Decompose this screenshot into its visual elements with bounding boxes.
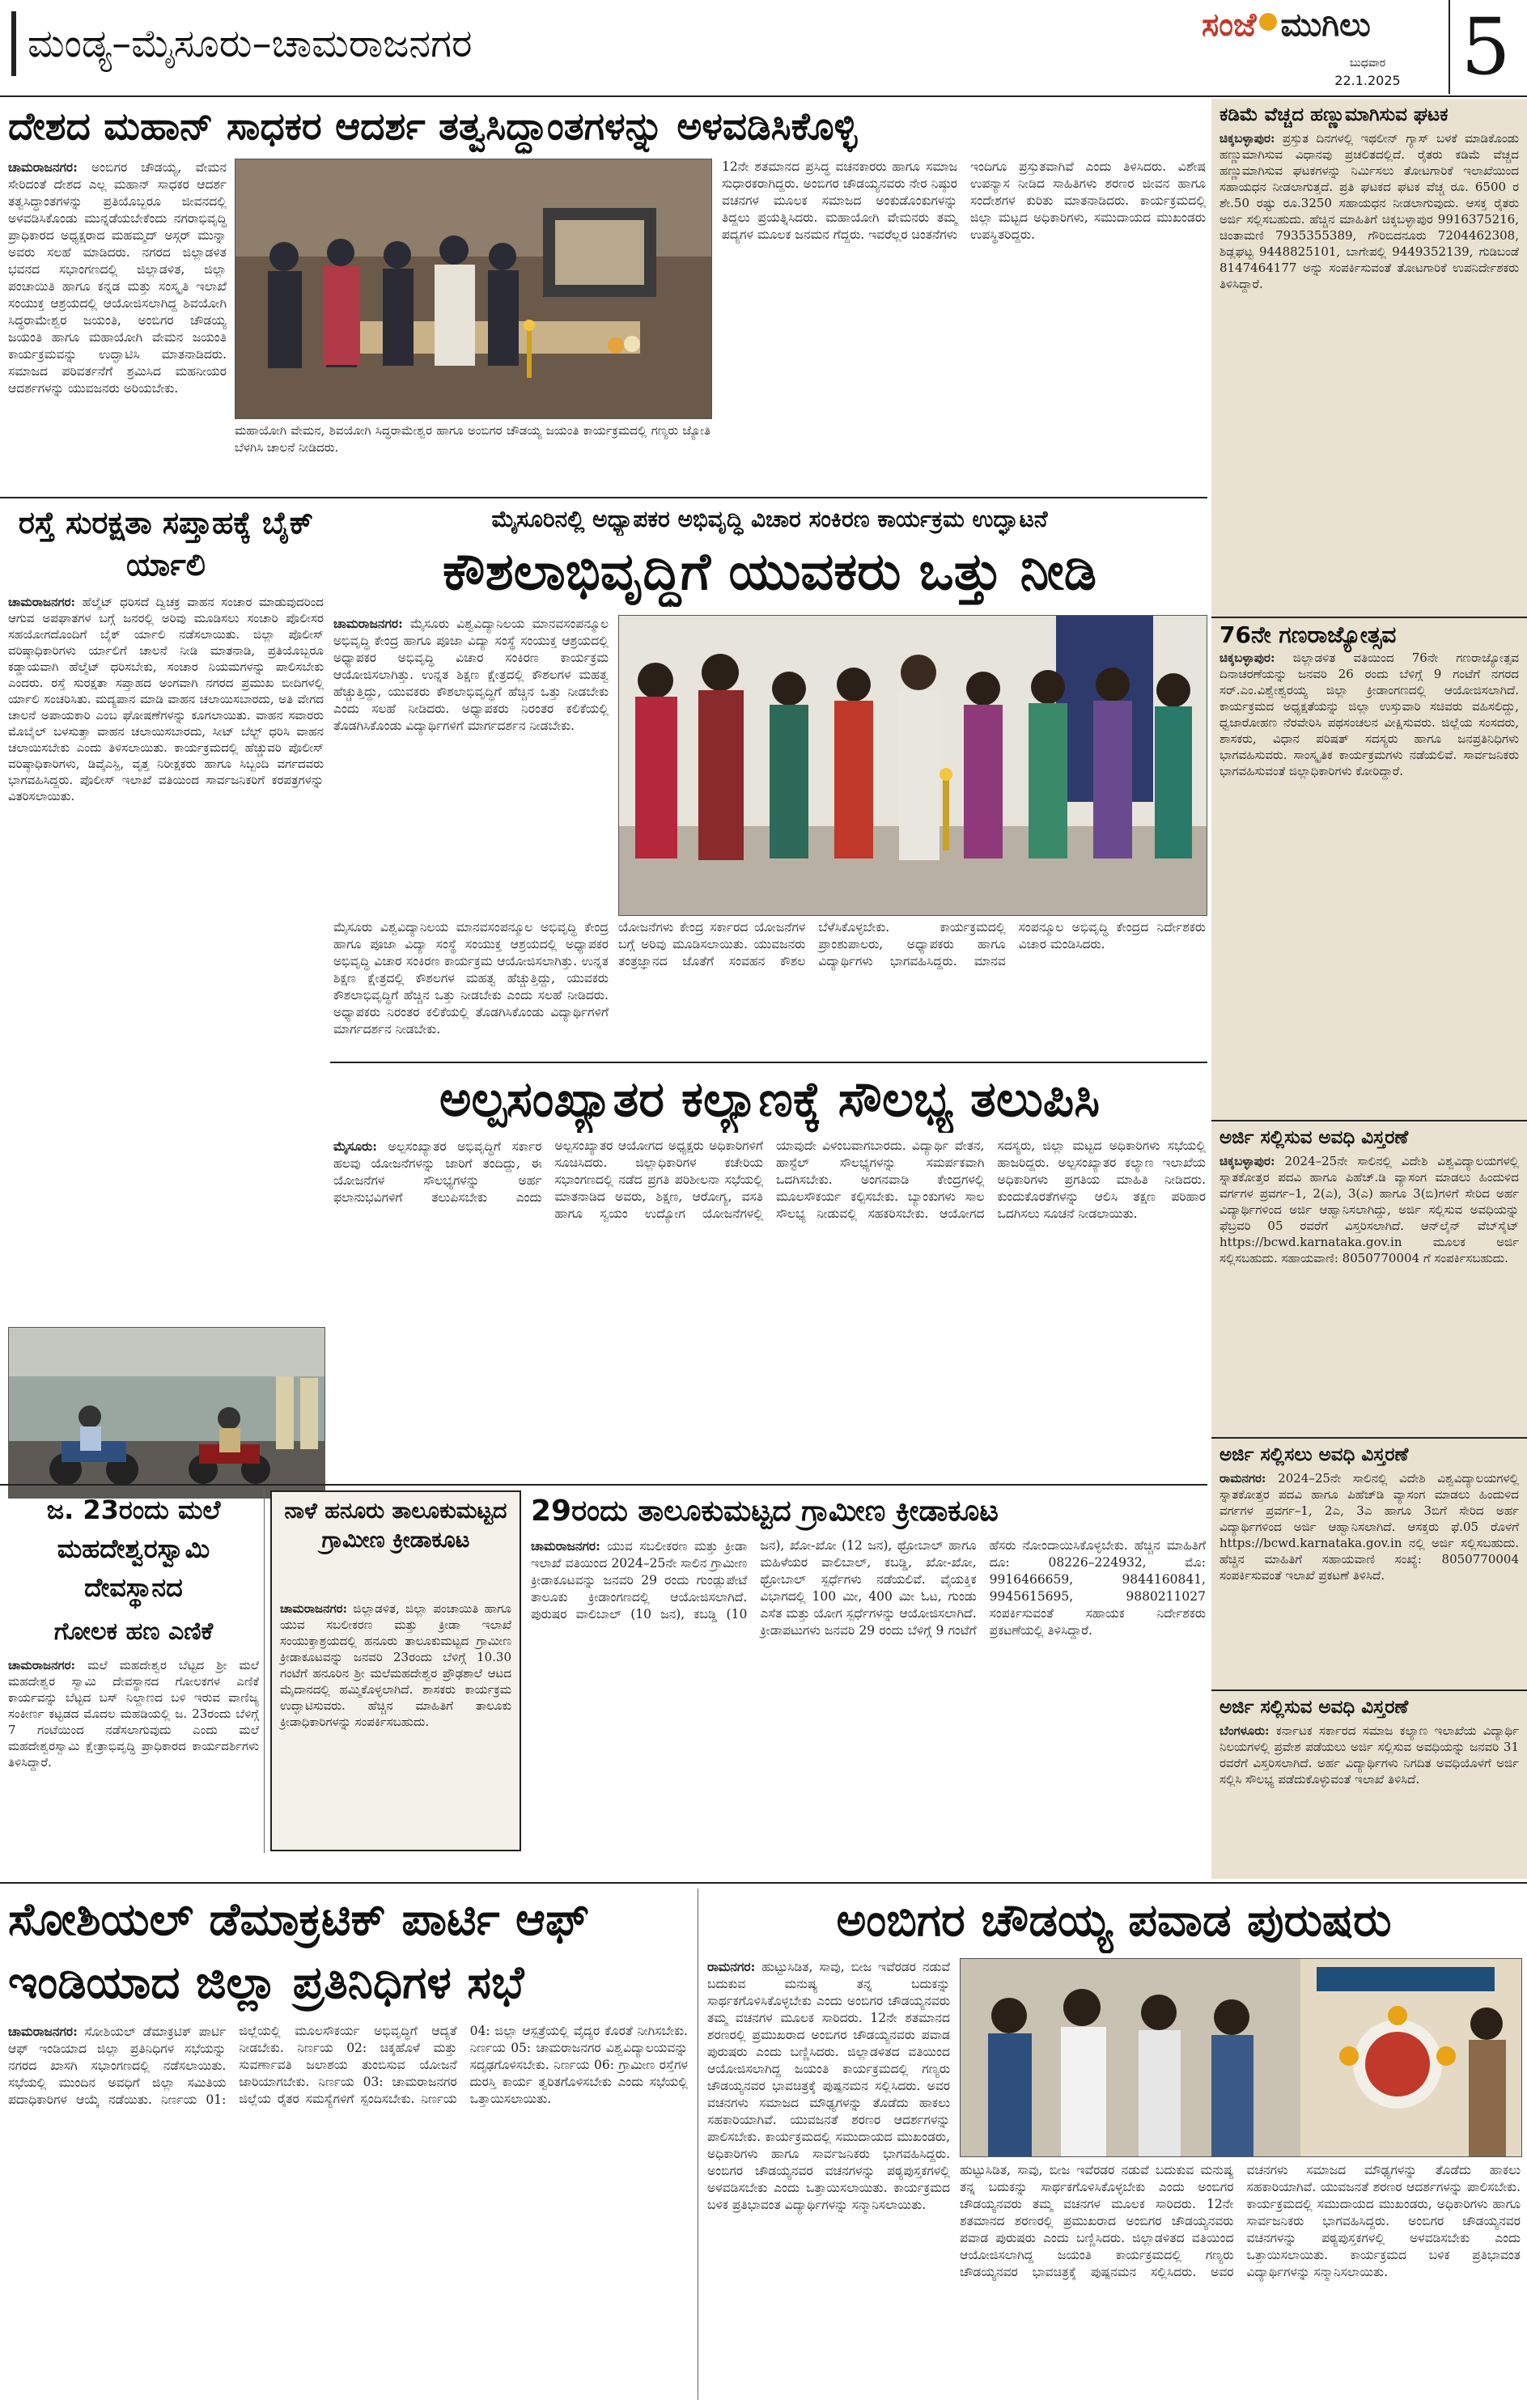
sidebar [1211,99,1527,1879]
dateline: ಚಾಮರಾಜನಗರ: [8,1658,76,1672]
dateline: ಚಾಮರಾಜನಗರ: [280,1601,348,1616]
story5-headline: ಜ. 23ರಂದು ಮಲೆ ಮಹದೇಶ್ವರಸ್ವಾಮಿ ದೇವಸ್ಥಾನದ [46,1494,221,1603]
logo [1202,6,1436,55]
story9-photo [960,1958,1522,2157]
page-number: 5 [1449,0,1521,94]
story1-caption: ಮಹಾಯೋಗಿ ವೇಮನ, ಶಿವಯೋಗಿ ಸಿದ್ಧರಾಮೇಶ್ವರ ಹಾಗೂ ಅಂಬಿಗರ ಚೌಡಯ್ಯ ಜಯಂತಿ ಕಾರ್ಯಕ್ರಮದಲ್ಲಿ ಗಣ್ಯರು ಜ್ಯೋತಿ ಬೆಳಗಿಸಿ ಚಾಲನೆ ನೀಡಿದರು. [235,423,710,455]
story1-left-text: ಚಾಮರಾಜನಗರ: ಅಂಬಿಗರ ಚೌಡಯ್ಯ, ವೇಮನ ಸೇರಿದಂತೆ ದೇಶದ ಎಲ್ಲ ಮಹಾನ್ ಸಾಧಕರ ಆದರ್ಶ ತತ್ವಸಿದ್ಧಾಂತಗಳನ್ನು ಪ್ರತಿಯೊಬ್ಬರೂ ಜೀವನದಲ್ಲಿ ಅಳವಡಿಸಿಕೊಂಡು ಮುನ್ನಡೆಯಬೇಕೆಂದು ನಗರಾಭಿವೃದ್ಧಿ ಪ್ರಾಧಿಕಾರದ ಅಧ್ಯಕ್ಷರಾದ ಮಹಮ್ಮದ್ ಅಸ್ಗರ್ ಮುನ್ನಾ ಅವರು ಸಲಹೆ ಮಾಡಿದರು. ನಗರದ ಜಿಲ್ಲಾಡಳಿತ ಭವನದ ಸಭಾಂಗಣದಲ್ಲಿ ಜಿಲ್ಲಾಡಳಿತ, ಜಿಲ್ಲಾ ಪಂಚಾಯಿತಿ ಹಾಗೂ ಕನ್ನಡ ಮತ್ತು ಸಂಸ್ಕೃತಿ ಇಲಾಖೆ ಸಂಯುಕ್ತ ಆಶ್ರಯದಲ್ಲಿ ಆಯೋಜಿಸಲಾಗಿದ್ದ ಶಿವಯೋಗಿ ಸಿದ್ಧರಾಮೇಶ್ವರ ಜಯಂತಿ, ಅಂಬಿಗರ ಚೌಡಯ್ಯ ಜಯಂತಿ ಹಾಗೂ ಮಹಾಯೋಗಿ ವೇಮನ ಜಯಂತಿ ಕಾರ್ಯಕ್ರಮವನ್ನು ಉದ್ಘಾಟಿಸಿ ಮಾತನಾಡಿದರು. ಸಮಾಜದ ಪರಿವರ್ತನೆಗೆ ಶ್ರಮಿಸಿದ ಮಹನೀಯರ ಆದರ್ಶಗಳನ್ನು ಯುವಜನರು ಅರಿಯಬೇಕು. [8,159,227,396]
sidebar-item-text: 2024–25ನೇ ಸಾಲಿನಲ್ಲಿ ವಿದೇಶಿ ವಿಶ್ವವಿದ್ಯಾಲಯಗಳಲ್ಲಿ ಸ್ನಾತಕೋತ್ತರ ಪದವಿ ಹಾಗೂ ಪಿಹೆಚ್‌ಡಿ ವ್ಯಾಸಂಗ ಮಾಡಲು ಹಿಂದುಳಿದ ವರ್ಗಗಳ ಪ್ರವರ್ಗ–1, 2ಎ, 3ಎ ಹಾಗೂ 3ಬಿಗೆ ಸೇರಿದ ಅರ್ಹ ವಿದ್ಯಾರ್ಥಿಗಳಿಂದ ಅರ್ಜಿ ಆಹ್ವಾನಿಸಲಾಗಿದೆ. ಆಸಕ್ತರು ಫೆ.05 ರೊಳಗೆ https://bcwd.karnataka.gov.in ನಲ್ಲಿ ಅರ್ಜಿ ಸಲ್ಲಿಸಬಹುದು. ಹೆಚ್ಚಿನ ಮಾಹಿತಿಗೆ ಸಹಾಯವಾಣಿ ಸಂಖ್ಯೆ: 8050770004 ಸಂಪರ್ಕಿಸುವಂತೆ ಇಲಾಖೆ ಪ್ರಕಟಣೆ ತಿಳಿಸಿದೆ. [1219,1471,1519,1583]
rule [0,497,1207,498]
ceremony-photo-image [961,1959,1521,2156]
column-rule [264,1489,265,1853]
dateline: ಬೆಂಗಳೂರು: [1219,1723,1270,1738]
story2-text: ಚಾಮರಾಜನಗರ: ಹೆಲ್ಮೆಟ್ ಧರಿಸದೆ ದ್ವಿಚಕ್ರ ವಾಹನ ಸಂಚಾರ ಮಾಡುವುದರಿಂದ ಆಗುವ ಅಪಘಾತಗಳ ಬಗ್ಗೆ ಜನರಲ್ಲಿ ಅರಿವು ಮೂಡಿಸಲು ಸಂಚಾರಿ ಪೊಲೀಸರ ಸಹಯೋಗದೊಂದಿಗೆ ಬೈಕ್ ರ್ಯಾಲಿ ನಡೆಸಲಾಯಿತು. ಜಿಲ್ಲಾ ಪೊಲೀಸ್ ವರಿಷ್ಠಾಧಿಕಾರಿಗಳು ರ್ಯಾಲಿಗೆ ಚಾಲನೆ ನೀಡಿ ಮಾತನಾಡಿ, ಪ್ರತಿಯೊಬ್ಬರೂ ಕಡ್ಡಾಯವಾಗಿ ಹೆಲ್ಮೆಟ್ ಧರಿಸಬೇಕು, ಸಂಚಾರ ನಿಯಮಗಳನ್ನು ಪಾಲಿಸಬೇಕು ಎಂದರು. ರಸ್ತೆ ಸುರಕ್ಷತಾ ಸಪ್ತಾಹದ ಅಂಗವಾಗಿ ನಗರದ ಪ್ರಮುಖ ಬೀದಿಗಳಲ್ಲಿ ರ್ಯಾಲಿ ಸಂಚರಿಸಿತು. ಮದ್ಯಪಾನ ಮಾಡಿ ವಾಹನ ಚಲಾಯಿಸಬಾರದು, ಅತಿ ವೇಗದ ಚಾಲನೆ ಅಪಾಯಕಾರಿ ಎಂಬ ಘೋಷಣೆಗಳನ್ನು ಕೂಗಲಾಯಿತು. ವಾಹನ ಸವಾರರು ಮೊಬೈಲ್ ಬಳಸುತ್ತಾ ವಾಹನ ಚಲಾಯಿಸಬಾರದು, ಸೀಟ್ ಬೆಲ್ಟ್ ಧರಿಸಿ ವಾಹನ ಚಲಾಯಿಸಬೇಕು ಎಂದು ತಿಳಿಸಲಾಯಿತು. ಕಾರ್ಯಕ್ರಮದಲ್ಲಿ ಹೆಚ್ಚುವರಿ ಪೊಲೀಸ್ ವರಿಷ್ಠಾಧಿಕಾರಿಗಳು, ಡಿವೈಎಸ್ಪಿ, ವೃತ್ತ ನಿರೀಕ್ಷಕರು ಹಾಗೂ ಸಿಬ್ಬಂದಿ ವರ್ಗದವರು ಭಾಗವಹಿಸಿದ್ದರು. ಪೊಲೀಸ್ ಇಲಾಖೆ ವತಿಯಿಂದ ಸಾರ್ವಜನಿಕರಿಗೆ ಕರಪತ್ರಗಳನ್ನು ವಿತರಿಸಲಾಯಿತು. [8,595,324,803]
story9-text-right: ಹುಟ್ಟುಸಿಡಿತ, ಸಾವು, ಬೀಜ ಇವೆರಡರ ನಡುವೆ ಬದುಕುವ ಮನುಷ್ಯ ತನ್ನ ಬದುಕನ್ನು ಸಾರ್ಥಕಗೊಳಿಸಿಕೊಳ್ಳಬೇಕು ಎಂದು ಅಂಬಿಗರ ಚೌಡಯ್ಯನವರು ತಮ್ಮ ವಚನಗಳ ಮೂಲಕ ಸಾರಿದರು. 12ನೇ ಶತಮಾನದ ಶರಣರಲ್ಲಿ ಪ್ರಮುಖರಾದ ಅಂಬಿಗರ ಚೌಡಯ್ಯನವರು ಪವಾಡ ಪುರುಷರು ಎಂದು ಬಣ್ಣಿಸಿದರು. ಜಿಲ್ಲಾಡಳಿತದ ವತಿಯಿಂದ ಆಯೋಜಿಸಲಾಗಿದ್ದ ಜಯಂತಿ ಕಾರ್ಯಕ್ರಮದಲ್ಲಿ ಗಣ್ಯರು ಚೌಡಯ್ಯನವರ ಭಾವಚಿತ್ರಕ್ಕೆ ಪುಷ್ಪನಮನ ಸಲ್ಲಿಸಿದರು. ಅವರ ವಚನಗಳು ಸಮಾಜದ ಮೌಢ್ಯಗಳನ್ನು ತೊಡೆದು ಹಾಕಲು ಸಹಕಾರಿಯಾಗಿವೆ. ಯುವಜನತೆ ಶರಣರ ಆದರ್ಶಗಳನ್ನು ಪಾಲಿಸಬೇಕು. ಕಾರ್ಯಕ್ರಮದಲ್ಲಿ ಸಮುದಾಯದ ಮುಖಂಡರು, ಅಧಿಕಾರಿಗಳು ಹಾಗೂ ಸಾರ್ವಜನಿಕರು ಭಾಗವಹಿಸಿದ್ದರು. ಅಂಬಿಗರ ಚೌಡಯ್ಯನವರ ವಚನಗಳನ್ನು ಪಠ್ಯಪುಸ್ತಕಗಳಲ್ಲಿ ಅಳವಡಿಸಬೇಕು ಎಂದು ಒತ್ತಾಯಿಸಲಾಯಿತು. ಕಾರ್ಯಕ್ರಮದ ಬಳಿಕ ಪ್ರತಿಭಾವಂತ ವಿದ್ಯಾರ್ಥಿಗಳನ್ನು ಸನ್ಮಾನಿಸಲಾಯಿತು. [960,2163,1521,2279]
dateline: ಚಾಮರಾಜನಗರ: [531,1538,600,1554]
story3-text: ಚಾಮರಾಜನಗರ: ಮೈಸೂರು ವಿಶ್ವವಿದ್ಯಾನಿಲಯ ಮಾನವಸಂಪನ್ಮೂಲ ಅಭಿವೃದ್ಧಿ ಕೇಂದ್ರ ಹಾಗೂ ಪೂಜಾ ವಿದ್ಯಾ ಸಂಸ್ಥೆ ಸಂಯುಕ್ತ ಆಶ್ರಯದಲ್ಲಿ ಅಧ್ಯಾಪಕರ ಅಭಿವೃದ್ಧಿ ವಿಚಾರ ಸಂಕಿರಣ ಕಾರ್ಯಕ್ರಮ ಆಯೋಜಿಸಲಾಗಿತ್ತು. ಉನ್ನತ ಶಿಕ್ಷಣ ಕ್ಷೇತ್ರದಲ್ಲಿ ಕೌಶಲಗಳ ಮಹತ್ವ ಹೆಚ್ಚುತ್ತಿದ್ದು, ಯುವಕರು ಕೌಶಲಾಭಿವೃದ್ಧಿಗೆ ಹೆಚ್ಚಿನ ಒತ್ತು ನೀಡಬೇಕು ಎಂದು ಸಲಹೆ ನೀಡಿದರು. ಅಧ್ಯಾಪಕರು ನಿರಂತರ ಕಲಿಕೆಯಲ್ಲಿ ತೊಡಗಿಸಿಕೊಂಡು ವಿದ್ಯಾರ್ಥಿಗಳಿಗೆ ಮಾರ್ಗದರ್ಶನ ನೀಡಬೇಕು. [333,616,609,733]
dateline: ಚಾಮರಾಜನಗರ: [8,159,78,175]
masthead [0,0,1527,95]
story6-headline: ನಾಳೆ ಹನೂರು ತಾಲೂಕುಮಟ್ಟದ ಗ್ರಾಮೀಣ ಕ್ರೀಡಾಕೂಟ [284,1499,507,1553]
sidebar-item-title: ಅರ್ಜಿ ಸಲ್ಲಿಸಲು ಅವಧಿ ವಿಸ್ತರಣೆ [1219,1444,1409,1465]
dateline: ಚಿಕ್ಕಬಳ್ಳಾಪುರ: [1219,131,1275,146]
rule [0,1484,1207,1486]
dateline: ಚಿಕ್ಕಬಳ್ಳಾಪುರ: [1219,651,1275,665]
sidebar-item [1211,99,1527,618]
story2-photo [8,1327,325,1499]
issue-date: 22.1.2025 [1334,73,1401,88]
sidebar-item-title: ಅರ್ಜಿ ಸಲ್ಲಿಸುವ ಅವಧಿ ವಿಸ್ತರಣೆ [1219,1127,1409,1148]
issue-day: ಬುಧವಾರ [1349,57,1386,70]
story3-text-continued: ಮೈಸೂರು ವಿಶ್ವವಿದ್ಯಾನಿಲಯ ಮಾನವಸಂಪನ್ಮೂಲ ಅಭಿವೃದ್ಧಿ ಕೇಂದ್ರ ಹಾಗೂ ಪೂಜಾ ವಿದ್ಯಾ ಸಂಸ್ಥೆ ಸಂಯುಕ್ತ ಆಶ್ರಯದಲ್ಲಿ ಅಧ್ಯಾಪಕರ ಅಭಿವೃದ್ಧಿ ವಿಚಾರ ಸಂಕಿರಣ ಕಾರ್ಯಕ್ರಮ ಆಯೋಜಿಸಲಾಗಿತ್ತು. ಉನ್ನತ ಶಿಕ್ಷಣ ಕ್ಷೇತ್ರದಲ್ಲಿ ಕೌಶಲಗಳ ಮಹತ್ವ ಹೆಚ್ಚುತ್ತಿದ್ದು, ಯುವಕರು ಕೌಶಲಾಭಿವೃದ್ಧಿಗೆ ಹೆಚ್ಚಿನ ಒತ್ತು ನೀಡಬೇಕು ಎಂದು ಸಲಹೆ ನೀಡಿದರು. ಅಧ್ಯಾಪಕರು ನಿರಂತರ ಕಲಿಕೆಯಲ್ಲಿ ತೊಡಗಿಸಿಕೊಂಡು ವಿದ್ಯಾರ್ಥಿಗಳಿಗೆ ಮಾರ್ಗದರ್ಶನ ನೀಡಬೇಕು. [333,920,609,1037]
sidebar-item-text: ಜಿಲ್ಲಾಡಳಿತ ವತಿಯಿಂದ 76ನೇ ಗಣರಾಜ್ಯೋತ್ಸವ ದಿನಾಚರಣೆಯನ್ನು ಜನವರಿ 26 ರಂದು ಬೆಳಿಗ್ಗೆ 9 ಗಂಟೆಗೆ ನಗರದ ಸರ್.ಎಂ.ವಿಶ್ವೇಶ್ವರಯ್ಯ ಜಿಲ್ಲಾ ಕ್ರೀಡಾಂಗಣದಲ್ಲಿ ಆಯೋಜಿಸಲಾಗಿದೆ. ಕಾರ್ಯಕ್ರಮದ ಅಧ್ಯಕ್ಷತೆಯನ್ನು ಜಿಲ್ಲಾ ಉಸ್ತುವಾರಿ ಸಚಿವರು ವಹಿಸಲಿದ್ದು, ಧ್ವಜಾರೋಹಣ ನೆರವೇರಿಸಿ ಪಥಸಂಚಲನ ವೀಕ್ಷಿಸುವರು. ಜಿಲ್ಲೆಯ ಸಂಸದರು, ಶಾಸಕರು, ವಿಧಾನ ಪರಿಷತ್ ಸದಸ್ಯರು ಹಾಗೂ ಜನಪ್ರತಿನಿಧಿಗಳು ಭಾಗವಹಿಸುವರು. ಸಾಂಸ್ಕೃತಿಕ ಕಾರ್ಯಕ್ರಮಗಳು ನಡೆಯಲಿವೆ. ಸಾರ್ವಜನಿಕರು ಭಾಗವಹಿಸುವಂತೆ ಜಿಲ್ಲಾಧಿಕಾರಿಗಳು ಕೋರಿದ್ದಾರೆ. [1219,651,1519,778]
story3-photo [618,615,1207,916]
bike-rally-image [9,1328,324,1498]
story1-headline: ದೇಶದ ಮಹಾನ್ ಸಾಧಕರ ಆದರ್ಶ ತತ್ವಸಿದ್ಧಾಂತಗಳನ್ನು ಅಳವಡಿಸಿಕೊಳ್ಳಿ [8,104,858,149]
story5-headline-2: ಗೋಲಕ ಹಣ ಎಣಿಕೆ [53,1617,214,1646]
story9-text-left: ರಾಮನಗರ: ಹುಟ್ಟುಸಿಡಿತ, ಸಾವು, ಬೀಜ ಇವೆರಡರ ನಡುವೆ ಬದುಕುವ ಮನುಷ್ಯ ತನ್ನ ಬದುಕನ್ನು ಸಾರ್ಥಕಗೊಳಿಸಿಕೊಳ್ಳಬೇಕು ಎಂದು ಅಂಬಿಗರ ಚೌಡಯ್ಯನವರು ತಮ್ಮ ವಚನಗಳ ಮೂಲಕ ಸಾರಿದರು. 12ನೇ ಶತಮಾನದ ಶರಣರಲ್ಲಿ ಪ್ರಮುಖರಾದ ಅಂಬಿಗರ ಚೌಡಯ್ಯನವರು ಪವಾಡ ಪುರುಷರು ಎಂದು ಬಣ್ಣಿಸಿದರು. ಜಿಲ್ಲಾಡಳಿತದ ವತಿಯಿಂದ ಆಯೋಜಿಸಲಾಗಿದ್ದ ಜಯಂತಿ ಕಾರ್ಯಕ್ರಮದಲ್ಲಿ ಗಣ್ಯರು ಚೌಡಯ್ಯನವರ ಭಾವಚಿತ್ರಕ್ಕೆ ಪುಷ್ಪನಮನ ಸಲ್ಲಿಸಿದರು. ಅವರ ವಚನಗಳು ಸಮಾಜದ ಮೌಢ್ಯಗಳನ್ನು ತೊಡೆದು ಹಾಕಲು ಸಹಕಾರಿಯಾಗಿವೆ. ಯುವಜನತೆ ಶರಣರ ಆದರ್ಶಗಳನ್ನು ಪಾಲಿಸಬೇಕು. ಕಾರ್ಯಕ್ರಮದಲ್ಲಿ ಸಮುದಾಯದ ಮುಖಂಡರು, ಅಧಿಕಾರಿಗಳು ಹಾಗೂ ಸಾರ್ವಜನಿಕರು ಭಾಗವಹಿಸಿದ್ದರು. ಅಂಬಿಗರ ಚೌಡಯ್ಯನವರ ವಚನಗಳನ್ನು ಪಠ್ಯಪುಸ್ತಕಗಳಲ್ಲಿ ಅಳವಡಿಸಬೇಕು ಎಂದು ಒತ್ತಾಯಿಸಲಾಯಿತು. ಕಾರ್ಯಕ್ರಮದ ಬಳಿಕ ಪ್ರತಿಭಾವಂತ ವಿದ್ಯಾರ್ಥಿಗಳನ್ನು ಸನ್ಮಾನಿಸಲಾಯಿತು. [707,1959,950,2212]
dateline: ರಾಮನಗರ: [1219,1471,1266,1486]
story4-text: ಮೈಸೂರು: ಅಲ್ಪಸಂಖ್ಯಾತರ ಅಭಿವೃದ್ಧಿಗೆ ಸರ್ಕಾರ ಹಲವು ಯೋಜನೆಗಳನ್ನು ಜಾರಿಗೆ ತಂದಿದ್ದು, ಈ ಯೋಜನೆಗಳ ಸೌಲಭ್ಯಗಳನ್ನು ಅರ್ಹ ಫಲಾನುಭವಿಗಳಿಗೆ ತಲುಪಿಸಬೇಕು ಎಂದು ಅಲ್ಪಸಂಖ್ಯಾತರ ಆಯೋಗದ ಅಧ್ಯಕ್ಷರು ಅಧಿಕಾರಿಗಳಿಗೆ ಸೂಚಿಸಿದರು. ಜಿಲ್ಲಾಧಿಕಾರಿಗಳ ಕಚೇರಿಯ ಸಭಾಂಗಣದಲ್ಲಿ ನಡೆದ ಪ್ರಗತಿ ಪರಿಶೀಲನಾ ಸಭೆಯಲ್ಲಿ ಮಾತನಾಡಿದ ಅವರು, ಶಿಕ್ಷಣ, ಆರೋಗ್ಯ, ವಸತಿ ಹಾಗೂ ಸ್ವಯಂ ಉದ್ಯೋಗ ಯೋಜನೆಗಳಲ್ಲಿ ಯಾವುದೇ ವಿಳಂಬವಾಗಬಾರದು. ವಿದ್ಯಾರ್ಥಿ ವೇತನ, ಹಾಸ್ಟೆಲ್ ಸೌಲಭ್ಯಗಳನ್ನು ಸಮರ್ಪಕವಾಗಿ ಒದಗಿಸಬೇಕು. ಅಂಗನವಾಡಿ ಕೇಂದ್ರಗಳಲ್ಲಿ ಮೂಲಸೌಕರ್ಯ ಕಲ್ಪಿಸಬೇಕು. ಬ್ಯಾಂಕುಗಳು ಸಾಲ ಸೌಲಭ್ಯ ನೀಡುವಲ್ಲಿ ಸಹಕರಿಸಬೇಕು. ಆಯೋಗದ ಸದಸ್ಯರು, ಜಿಲ್ಲಾ ಮಟ್ಟದ ಅಧಿಕಾರಿಗಳು ಸಭೆಯಲ್ಲಿ ಹಾಜರಿದ್ದರು. ಅಲ್ಪಸಂಖ್ಯಾತರ ಕಲ್ಯಾಣ ಇಲಾಖೆಯ ಅಧಿಕಾರಿಗಳು ಪ್ರಗತಿಯ ಮಾಹಿತಿ ನೀಡಿದರು. ಕುಂದುಕೊರತೆಗಳನ್ನು ಆಲಿಸಿ ತಕ್ಷಣ ಪರಿಹಾರ ಒದಗಿಸಲು ಸೂಚನೆ ನೀಡಲಾಯಿತು. [333,1138,1206,1221]
sidebar-item [1211,1121,1527,1439]
logo-part-a: ಸಂಜೆ [1202,6,1257,44]
dateline: ಮೈಸೂರು: [333,1138,377,1154]
story7-headline: 29ರಂದು ತಾಲೂಕುಮಟ್ಟದ ಗ್ರಾಮೀಣ ಕ್ರೀಡಾಕೂಟ [531,1494,999,1528]
story5-text: ಚಾಮರಾಜನಗರ: ಮಲೆ ಮಹದೇಶ್ವರ ಬೆಟ್ಟದ ಶ್ರೀ ಮಲೆ ಮಹದೇಶ್ವರ ಸ್ವಾಮಿ ದೇವಸ್ಥಾನದ ಗೋಲಕಗಳ ಎಣಿಕೆ ಕಾರ್ಯವನ್ನು ಬೆಟ್ಟದ ಬಸ್ ನಿಲ್ದಾಣದ ಬಳಿ ಇರುವ ವಾಣಿಜ್ಯ ಸಂಕೀರ್ಣ ಕಟ್ಟಡದ ಮೊದಲ ಮಹಡಿಯಲ್ಲಿ ಜ. 23ರಂದು ಬೆಳಿಗ್ಗೆ 7 ಗಂಟೆಯಿಂದ ನಡೆಸಲಾಗುವುದು ಎಂದು ಮಲೆ ಮಹದೇಶ್ವರಸ್ವಾಮಿ ಕ್ಷೇತ್ರಾಭಿವೃದ್ಧಿ ಪ್ರಾಧಿಕಾರದ ಕಾರ್ಯದರ್ಶಿಗಳು ತಿಳಿಸಿದ್ದಾರೆ. [8,1658,259,1770]
ceremony-photo-image [235,159,711,418]
story7-text: ಚಾಮರಾಜನಗರ: ಯುವ ಸಬಲೀಕರಣ ಮತ್ತು ಕ್ರೀಡಾ ಇಲಾಖೆ ವತಿಯಿಂದ 2024–25ನೇ ಸಾಲಿನ ಗ್ರಾಮೀಣ ಕ್ರೀಡಾಕೂಟವನ್ನು ಜನವರಿ 29 ರಂದು ಗುಂಡ್ಲುಪೇಟೆ ತಾಲೂಕು ಕ್ರೀಡಾಂಗಣದಲ್ಲಿ ಆಯೋಜಿಸಲಾಗಿದೆ. ಪುರುಷರ ವಾಲಿಬಾಲ್ (10 ಜನ), ಕಬಡ್ಡಿ (10 ಜನ), ಖೋ-ಖೋ (12 ಜನ), ಥ್ರೋಬಾಲ್ ಹಾಗೂ ಮಹಿಳೆಯರ ವಾಲಿಬಾಲ್, ಕಬಡ್ಡಿ, ಖೋ-ಖೋ, ಥ್ರೋಬಾಲ್ ಸ್ಪರ್ಧೆಗಳು ನಡೆಯಲಿವೆ. ವೈಯಕ್ತಿಕ ವಿಭಾಗದಲ್ಲಿ 100 ಮೀ, 400 ಮೀ ಓಟ, ಗುಂಡು ಎಸೆತ ಮತ್ತು ಯೋಗ ಸ್ಪರ್ಧೆಗಳನ್ನು ಆಯೋಜಿಸಲಾಗಿದೆ. ಕ್ರೀಡಾಪಟುಗಳು ಜನವರಿ 29 ರಂದು ಬೆಳಿಗ್ಗೆ 9 ಗಂಟೆಗೆ ಹೆಸರು ನೋಂದಾಯಿಸಿಕೊಳ್ಳಬೇಕು. ಹೆಚ್ಚಿನ ಮಾಹಿತಿಗೆ ದೂ: 08226–224932, ಮೊ: 9916466659, 9844160841, 9945615695, 9880211027 ಸಂಪರ್ಕಿಸುವಂತೆ ಸಹಾಯಕ ನಿರ್ದೇಶಕರು ಪ್ರಕಟಣೆಯಲ್ಲಿ ತಿಳಿಸಿದ್ದಾರೆ. [531,1538,1206,1638]
story3-headline: ಕೌಶಲಾಭಿವೃದ್ಧಿಗೆ ಯುವಕರು ಒತ್ತು ನೀಡಿ [442,542,1097,602]
story2-headline: ರಸ್ತೆ ಸುರಕ್ಷತಾ ಸಪ್ತಾಹಕ್ಕೆ ಬೈಕ್ ರ್ಯಾಲಿ [18,505,314,583]
sidebar-item-text: ಕರ್ನಾಟಕ ಸರ್ಕಾರದ ಸಮಾಜ ಕಲ್ಯಾಣ ಇಲಾಖೆಯ ವಿದ್ಯಾರ್ಥಿ ನಿಲಯಗಳಲ್ಲಿ ಪ್ರವೇಶ ಪಡೆಯಲು ಅರ್ಜಿ ಸಲ್ಲಿಸುವ ಅವಧಿಯನ್ನು ಜನವರಿ 31 ರವರೆಗೆ ವಿಸ್ತರಿಸಲಾಗಿದೆ. ಅರ್ಹ ವಿದ್ಯಾರ್ಥಿಗಳು ನಿಗದಿತ ಅವಧಿಯೊಳಗೆ ಅರ್ಜಿ ಸಲ್ಲಿಸಿ ಸೌಲಭ್ಯ ಪಡೆದುಕೊಳ್ಳುವಂತೆ ಇಲಾಖೆ ತಿಳಿಸಿದೆ. [1219,1723,1519,1787]
sidebar-item-title: 76ನೇ ಗಣರಾಜ್ಯೋತ್ಸವ [1219,621,1397,648]
logo-part-b: ಮುಗಿಲು [1280,6,1371,44]
sidebar-item [1211,618,1527,1121]
story9-headline: ಅಂಬಿಗರ ಚೌಡಯ್ಯ ಪವಾಡ ಪುರುಷರು [836,1894,1392,1947]
story3-lower-text: ಯೋಜನೆಗಳು ಕೇಂದ್ರ ಸರ್ಕಾರದ ಯೋಜನೆಗಳ ಬಗ್ಗೆ ಅರಿವು ಮೂಡಿಸಲಾಯಿತು. ಯುವಜನರು ತಂತ್ರಜ್ಞಾನದ ಜೊತೆಗೆ ಸಂವಹನ ಕೌಶಲ ಬೆಳೆಸಿಕೊಳ್ಳಬೇಕು. ಕಾರ್ಯಕ್ರಮದಲ್ಲಿ ಪ್ರಾಂಶುಪಾಲರು, ಅಧ್ಯಾಪಕರು ಹಾಗೂ ವಿದ್ಯಾರ್ಥಿಗಳು ಭಾಗವಹಿಸಿದ್ದರು. ಮಾನವ ಸಂಪನ್ಮೂಲ ಅಭಿವೃದ್ಧಿ ಕೇಂದ್ರದ ನಿರ್ದೇಶಕರು ವಿಚಾರ ಮಂಡಿಸಿದರು. [618,920,1206,969]
section-title: ಮಂಡ್ಯ–ಮೈಸೂರು–ಚಾಮರಾಜನಗರ [11,11,821,76]
story1-photo [235,159,712,419]
story6-text: ಚಾಮರಾಜನಗರ: ಜಿಲ್ಲಾಡಳಿತ, ಜಿಲ್ಲಾ ಪಂಚಾಯಿತಿ ಹಾಗೂ ಯುವ ಸಬಲೀಕರಣ ಮತ್ತು ಕ್ರೀಡಾ ಇಲಾಖೆ ಸಂಯುಕ್ತಾಶ್ರಯದಲ್ಲಿ ಹನೂರು ತಾಲೂಕುಮಟ್ಟದ ಗ್ರಾಮೀಣ ಕ್ರೀಡಾಕೂಟವನ್ನು ಜನವರಿ 23ರಂದು ಬೆಳಿಗ್ಗೆ 10.30 ಗಂಟೆಗೆ ಹನೂರಿನ ಶ್ರೀ ಮಲೆಮಹದೇಶ್ವರ ಪ್ರೌಢಶಾಲೆ ಆಟದ ಮೈದಾನದಲ್ಲಿ ಹಮ್ಮಿಕೊಳ್ಳಲಾಗಿದೆ. ಶಾಸಕರು ಕಾರ್ಯಕ್ರಮ ಉದ್ಘಾಟಿಸುವರು. ಹೆಚ್ಚಿನ ಮಾಹಿತಿಗೆ ತಾಲೂಕು ಕ್ರೀಡಾಧಿಕಾರಿಗಳನ್ನು ಸಂಪರ್ಕಿಸಬಹುದು. [280,1601,511,1729]
story8-text: ಚಾಮರಾಜನಗರ: ಸೋಶಿಯಲ್ ಡೆಮಾಕ್ರಟಿಕ್ ಪಾರ್ಟಿ ಆಫ್ ಇಂಡಿಯಾದ ಜಿಲ್ಲಾ ಪ್ರತಿನಿಧಿಗಳ ಸಭೆಯನ್ನು ನಗರದ ಖಾಸಗಿ ಸಭಾಂಗಣದಲ್ಲಿ ನಡೆಸಲಾಯಿತು. ಸಭೆಯಲ್ಲಿ ಮುಂದಿನ ಅವಧಿಗೆ ಜಿಲ್ಲಾ ಸಮಿತಿಯ ಪದಾಧಿಕಾರಿಗಳ ಆಯ್ಕೆ ನಡೆಯಿತು. ನಿರ್ಣಯ 01: ಜಿಲ್ಲೆಯಲ್ಲಿ ಮೂಲಸೌಕರ್ಯ ಅಭಿವೃದ್ಧಿಗೆ ಆದ್ಯತೆ ನೀಡಬೇಕು. ನಿರ್ಣಯ 02: ಚಿಕ್ಕಹೊಳೆ ಮತ್ತು ಸುವರ್ಣಾವತಿ ಜಲಾಶಯ ತುಂಬಿಸುವ ಯೋಜನೆ ಜಾರಿಯಾಗಬೇಕು. ನಿರ್ಣಯ 03: ಚಾಮರಾಜನಗರ ಜಿಲ್ಲೆಯ ರೈತರ ಸಮಸ್ಯೆಗಳಿಗೆ ಸ್ಪಂದಿಸಬೇಕು. ನಿರ್ಣಯ 04: ಜಿಲ್ಲಾ ಆಸ್ಪತ್ರೆಯಲ್ಲಿ ವೈದ್ಯರ ಕೊರತೆ ನೀಗಿಸಬೇಕು. ನಿರ್ಣಯ 05: ಚಾಮರಾಜನಗರ ವಿಶ್ವವಿದ್ಯಾಲಯವನ್ನು ಸದೃಢಗೊಳಿಸಬೇಕು. ನಿರ್ಣಯ 06: ಗ್ರಾಮೀಣ ರಸ್ತೆಗಳ ದುರಸ್ತಿ ಕಾರ್ಯ ತ್ವರಿತಗೊಳಿಸಬೇಕು ಎಂದು ಸಭೆಯಲ್ಲಿ ಒತ್ತಾಯಿಸಲಾಯಿತು. [8,2024,688,2107]
sidebar-item-text: ಪ್ರಸ್ತುತ ದಿನಗಳಲ್ಲಿ ಇಥಲೀನ್ ಗ್ಯಾಸ್ ಬಳಕೆ ಮಾಡಿಕೊಂಡು ಹಣ್ಣುಮಾಗಿಸುವ ವಿಧಾನವು ಪ್ರಚಲಿತದಲ್ಲಿದೆ. ರೈತರು ಕಡಿಮೆ ವೆಚ್ಚದ ಹಣ್ಣುಮಾಗಿಸುವ ಘಟಕಗಳನ್ನು ನಿರ್ಮಿಸಲು ತೋಟಗಾರಿಕೆ ಇಲಾಖೆಯಿಂದ ಸಹಾಯಧನ ನೀಡಲಾಗುತ್ತದೆ. ಪ್ರತಿ ಘಟಕದ ಘಟಕ ವೆಚ್ಚ ರೂ. 6500 ರ ಶೇ.50 ರಷ್ಟು ರೂ.3250 ಸಹಾಯಧನ ನೀಡಲಾಗುವುದು. ಆಸಕ್ತ ರೈತರು ಅರ್ಜಿ ಸಲ್ಲಿಸಬಹುದು. ಹೆಚ್ಚಿನ ಮಾಹಿತಿಗೆ ಚಿಕ್ಕಬಳ್ಳಾಪುರ 9916375216, ಚಿಂತಾಮಣಿ 7935355389, ಗೌರಿಬಿದನೂರು 7204462308, ಶಿಡ್ಲಘಟ್ಟ 9448825101, ಬಾಗೇಪಲ್ಲಿ 9449352139, ಗುಡಿಬಂಡೆ 8147464177 ಅನ್ನು ಸಂಪರ್ಕಿಸುವಂತೆ ತೋಟಗಾರಿಕೆ ಉಪನಿರ್ದೇಶಕರು ತಿಳಿಸಿದ್ದಾರೆ. [1219,131,1519,291]
dateline: ಚಾಮರಾಜನಗರ: [8,595,76,609]
dateline: ಚಾಮರಾಜನಗರ: [8,2024,78,2039]
dateline: ರಾಮನಗರ: [707,1959,756,1974]
sidebar-item-title: ಅರ್ಜಿ ಸಲ್ಲಿಸುವ ಅವಧಿ ವಿಸ್ತರಣೆ [1219,1697,1409,1718]
story3-kicker: ಮೈಸೂರಿನಲ್ಲಿ ಅಧ್ಯಾಪಕರ ಅಭಿವೃದ್ಧಿ ವಿಚಾರ ಸಂಕಿರಣ ಕಾರ್ಯಕ್ರಮ ಉದ್ಘಾಟನೆ [491,506,1048,532]
sun-icon [1259,13,1277,31]
sidebar-item-title: ಕಡಿಮೆ ವೆಚ್ಚದ ಹಣ್ಣುಮಾಗಿಸುವ ಘಟಕ [1219,104,1449,125]
dateline: ಚಾಮರಾಜನಗರ: [333,616,403,631]
rule [0,1882,1527,1884]
story1-right-text: 12ನೇ ಶತಮಾನದ ಪ್ರಸಿದ್ಧ ವಚನಕಾರರು ಹಾಗೂ ಸಮಾಜ ಸುಧಾರಕರಾಗಿದ್ದರು. ಅಂಬಿಗರ ಚೌಡಯ್ಯನವರು ನೇರ ನಿಷ್ಠುರ ವಚನಗಳ ಮೂಲಕ ಸಮಾಜದ ಅಂಕುಡೊಂಕುಗಳನ್ನು ತಿದ್ದಲು ಪ್ರಯತ್ನಿಸಿದರು. ಮಹಾಯೋಗಿ ವೇಮನರು ತಮ್ಮ ಪದ್ಯಗಳ ಮೂಲಕ ಜನಮನ ಗೆದ್ದರು. ಇವರೆಲ್ಲರ ಚಿಂತನೆಗಳು ಇಂದಿಗೂ ಪ್ರಸ್ತುತವಾಗಿವೆ ಎಂದು ತಿಳಿಸಿದರು. ವಿಶೇಷ ಉಪನ್ಯಾಸ ನೀಡಿದ ಸಾಹಿತಿಗಳು ಶರಣರ ಜೀವನ ಹಾಗೂ ಸಂದೇಶಗಳ ಕುರಿತು ಮಾತನಾಡಿದರು. ಕಾರ್ಯಕ್ರಮದಲ್ಲಿ ಜಿಲ್ಲಾ ಮಟ್ಟದ ಅಧಿಕಾರಿಗಳು, ಸಮುದಾಯದ ಮುಖಂಡರು ಉಪಸ್ಥಿತರಿದ್ದರು. [722,159,1206,242]
story8-headline: ಸೋಶಿಯಲ್ ಡೆಮಾಕ್ರಟಿಕ್ ಪಾರ್ಟಿ ಆಫ್ ಇಂಡಿಯಾದ ಜಿಲ್ಲಾ ಪ್ರತಿನಿಧಿಗಳ ಸಭೆ [8,1893,590,2009]
rule [330,1062,1207,1063]
masthead-rule [0,95,1527,97]
story4-headline: ಅಲ್ಪಸಂಖ್ಯಾತರ ಕಲ್ಯಾಣಕ್ಕೆ ಸೌಲಭ್ಯ ತಲುಪಿಸಿ [439,1071,1101,1128]
story6-box [270,1490,521,1851]
sidebar-item-text: 2024–25ನೇ ಸಾಲಿನಲ್ಲಿ ವಿದೇಶಿ ವಿಶ್ವವಿದ್ಯಾಲಯಗಳಲ್ಲಿ ಸ್ನಾತಕೋತ್ತರ ಪದವಿ ಹಾಗೂ ಪಿಹೆಚ್.ಡಿ ವ್ಯಾಸಂಗ ಮಾಡಲು ಹಿಂದುಳಿದ ವರ್ಗಗಳ ಪ್ರವರ್ಗ–1, 2(ಎ), 3(ಎ) ಹಾಗೂ 3(ಬಿ)ಗಳಿಗೆ ಸೇರಿದ ಅರ್ಹ ವಿದ್ಯಾರ್ಥಿಗಳಿಂದ ಅರ್ಜಿ ಆಹ್ವಾನಿಸಲಾಗಿದ್ದು, ಅರ್ಜಿ ಸಲ್ಲಿಸುವ ಅವಧಿಯನ್ನು ಫೆಬ್ರವರಿ 05 ರವರೆಗೆ ವಿಸ್ತರಿಸಲಾಗಿದೆ. ಆನ್‌ಲೈನ್ ವೆಬ್‌ಸೈಟ್ https://bcwd.karnataka.gov.in ಮೂಲಕ ಅರ್ಜಿ ಸಲ್ಲಿಸಬಹುದು. ಸಹಾಯವಾಣಿ: 8050770004 ಗೆ ಸಂಪರ್ಕಿಸಬಹುದು. [1219,1154,1519,1265]
dateline: ಚಿಕ್ಕಬಳ್ಳಾಪುರ: [1219,1154,1275,1168]
sidebar-item [1211,1439,1527,1691]
sidebar-item [1211,1691,1527,1877]
seminar-photo-image [619,616,1207,915]
